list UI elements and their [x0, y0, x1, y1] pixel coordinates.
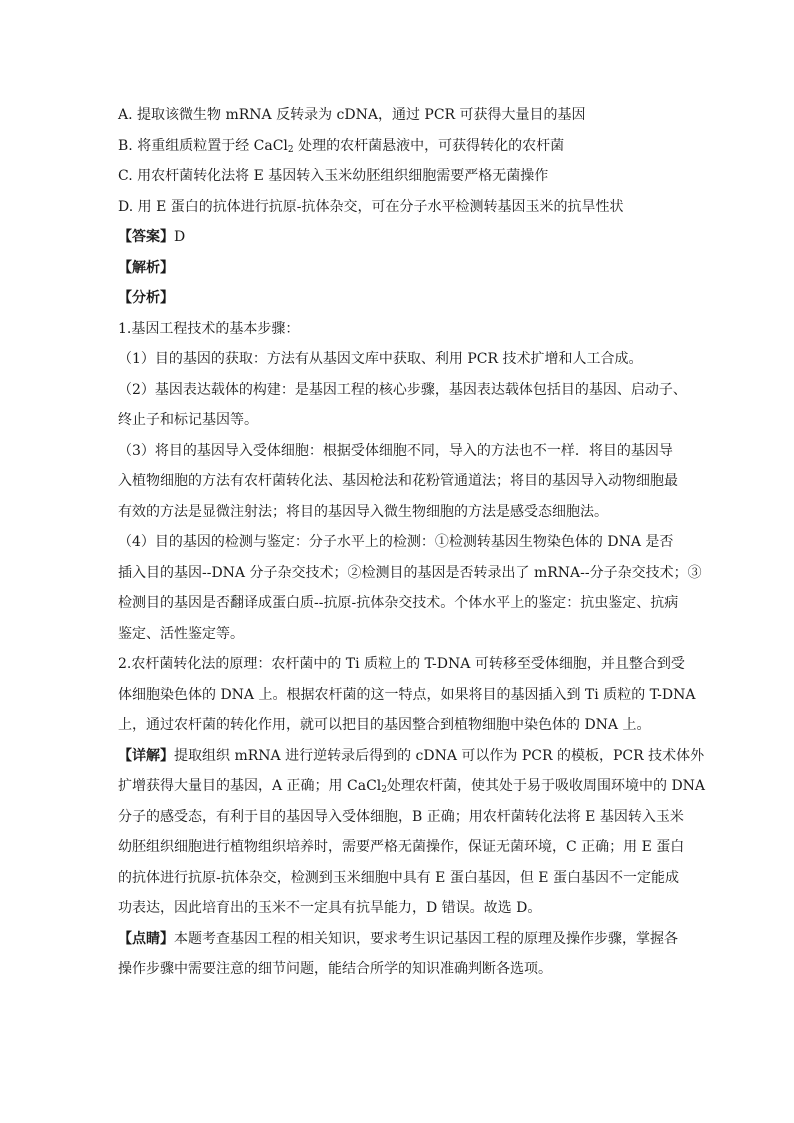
analysis-step-4-line-1: （4）目的基因的检测与鉴定：分子水平上的检测：①检测转基因生物染色体的 DNA 是否	[118, 534, 674, 550]
analysis-step-2-line-1: （2）基因表达载体的构建：是基因工程的核心步骤，基因表达载体包括目的基因、启动子、	[118, 381, 687, 398]
option-b-subscript: 2	[287, 144, 294, 155]
option-b-text-post: 处理的农杆菌悬液中，可获得转化的农杆菌	[293, 137, 565, 154]
detail-line-4: 幼胚组织细胞进行植物组织培养时，需要严格无菌操作，保证无菌环境，C 正确；用 E 蛋白	[118, 839, 685, 855]
comment-line-2: 操作步骤中需要注意的细节问题，能结合所学的知识准确判断各选项。	[118, 961, 552, 977]
analysis-step-4-line-2: 插入目的基因--DNA 分子杂交技术；②检测目的基因是否转录出了 mRNA--分子杂交技术；③	[118, 564, 702, 581]
analysis-point-1-title: 1.基因工程技术的基本步骤：	[118, 320, 300, 337]
analysis-step-1: （1）目的基因的获取：方法有从基因文库中获取、利用 PCR 技术扩增和人工合成。	[118, 351, 643, 367]
detail-line-2	[118, 771, 706, 802]
option-c: C. 用农杆菌转化法将 E 基因转入玉米幼胚组织细胞需要严格无菌操作	[118, 168, 549, 184]
detail-line-6: 功表达，因此培育出的玉米不一定具有抗旱能力，D 错误。故选 D。	[118, 900, 542, 916]
option-a: A. 提取该微生物 mRNA 反转录为 cDNA，通过 PCR 可获得大量目的基因	[118, 107, 586, 123]
fenxi-heading: 【分析】	[118, 290, 174, 306]
comment-text-1: 本题考查基因工程的相关知识，要求考生识记基因工程的原理及操作步骤，掌握各	[174, 930, 678, 947]
analysis-step-3-line-1: （3）将目的基因导入受体细胞：根据受体细胞不同，导入的方法也不一样．将目的基因导	[118, 442, 673, 459]
detail-tag: 【详解】	[118, 747, 174, 764]
option-b	[118, 131, 680, 162]
analysis-step-4-line-4: 鉴定、活性鉴定等。	[118, 625, 244, 642]
detail-text-1: 提取组织 mRNA 进行逆转录后得到的 cDNA 可以作为 PCR 的模板，PCR 技术体外	[174, 747, 705, 764]
detail-line-5: 的抗体进行抗原-抗体杂交，检测到玉米细胞中具有 E 蛋白基因，但 E 蛋白基因不一定能成	[118, 869, 679, 886]
analysis-point-2-line-1: 2.农杆菌转化法的原理：农杆菌中的 Ti 质粒上的 T-DNA 可转移至受体细胞，并且整合到受	[118, 656, 685, 672]
analysis-step-4-line-3: 检测目的基因是否翻译成蛋白质--抗原-抗体杂交技术。个体水平上的鉴定：抗虫鉴定、抗病	[118, 595, 679, 611]
analysis-point-2-line-2: 体细胞染色体的 DNA 上。根据农杆菌的这一特点，如果将目的基因插入到 Ti 质粒的 T-DNA	[118, 686, 696, 703]
analysis-step-2-line-2: 终止子和标记基因等。	[118, 412, 258, 428]
comment-tag: 【点睛】	[118, 930, 174, 947]
detail-line-1	[118, 741, 705, 772]
detail-subscript: 2	[381, 785, 387, 795]
document-page	[118, 100, 706, 985]
comment-line-1	[118, 924, 680, 955]
detail-text-2-pre: 扩增获得大量目的基因，A 正确；用 CaCl	[118, 778, 382, 794]
answer-line	[118, 222, 680, 253]
option-d: D. 用 E 蛋白的抗体进行抗原-抗体杂交，可在分子水平检测转基因玉米的抗旱性状	[118, 198, 624, 215]
jiexi-heading: 【解析】	[118, 259, 174, 276]
answer-value: D	[174, 229, 186, 245]
analysis-step-3-line-2: 入植物细胞的方法有农杆菌转化法、基因枪法和花粉管通道法；将目的基因导入动物细胞最	[118, 473, 678, 489]
detail-text-2-post: 处理农杆菌，使其处于易于吸收周围环境中的 DNA	[387, 778, 706, 794]
analysis-point-2-line-3: 上，通过农杆菌的转化作用，就可以把目的基因整合到植物细胞中染色体的 DNA 上。	[118, 717, 651, 733]
option-b-text-pre: B. 将重组质粒置于经 CaCl	[118, 137, 288, 154]
answer-tag: 【答案】	[118, 229, 174, 245]
detail-line-3: 分子的感受态，有利于目的基因导入受体细胞，B 正确；用农杆菌转化法将 E 基因转入玉米	[118, 808, 684, 825]
analysis-step-3-line-3: 有效的方法是显微注射法；将目的基因导入微生物细胞的方法是感受态细胞法。	[118, 503, 608, 520]
